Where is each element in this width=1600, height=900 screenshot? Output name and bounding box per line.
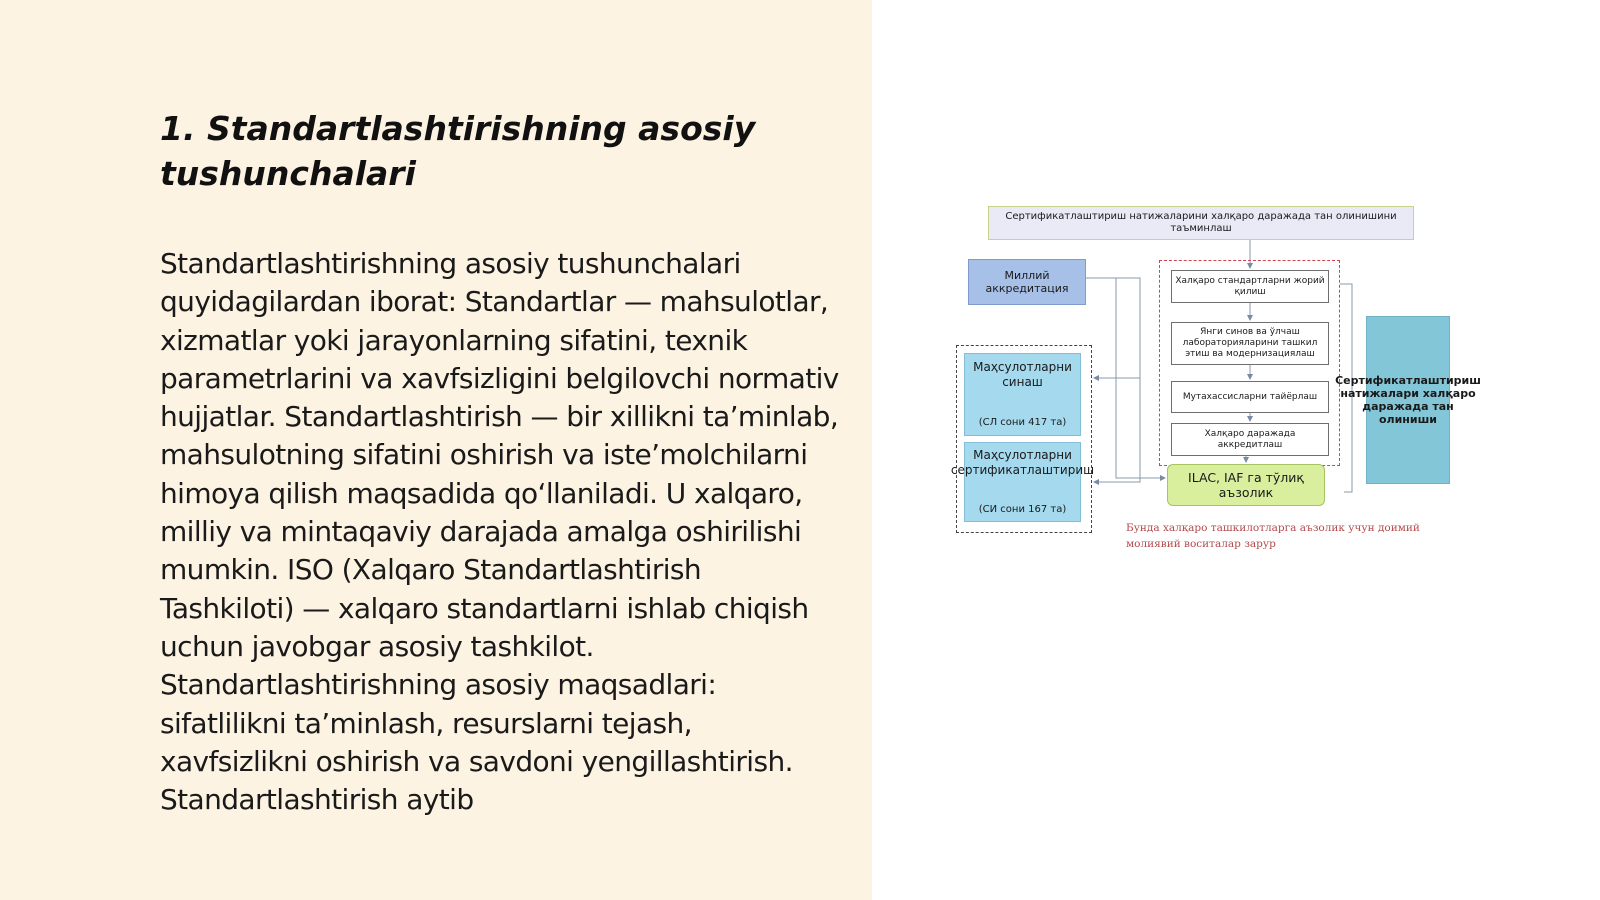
national-accreditation-box: Миллий аккредитация [968, 259, 1086, 305]
process-step-accreditation: Халқаро даражада аккредитлаш [1171, 423, 1329, 456]
international-recognition-goal-box: Сертификатлаштириш натижаларини халқаро даражада тан олинишини таъминлаш [988, 206, 1414, 240]
product-testing-label: Маҳсулотларни синаш [973, 360, 1072, 389]
slide-title: 1. Standartlashtirishning asosiy tushunchalari [160, 109, 756, 193]
process-step-standards: Халқаро стандартларни жорий қилиш [1171, 270, 1329, 303]
product-testing-count: (СЛ сони 417 та) [978, 417, 1067, 428]
process-step-specialists: Мутахассисларни тайёрлаш [1171, 381, 1329, 413]
recognition-result-box: Сертификатлаштириш натижалари халқаро даражада тан олиниши [1366, 316, 1450, 484]
product-certification-box [950, 442, 1095, 522]
product-certification-label: Маҳсулотларни сертификатлаштириш [950, 448, 1095, 477]
ilac-iaf-membership-box: ILAC, IAF га тўлиқ аъзолик [1167, 464, 1325, 506]
certification-diagram [950, 202, 1481, 562]
financing-note: Бунда халқаро ташкилотларга аъзолик учун доимий молиявий воситалар зарур [1126, 522, 1420, 550]
slide-body-text: Standartlashtirishning asosiy tushunchalari quyidagilardan iborat: Standartlar — mahsulotlar, xizmatlar yoki jarayonlarning sifatini, texnik parametrlarini va xavfsizligini belgilovchi normativ hujjatlar. Standartlashtirish — bir xillikni ta’minlab, mahsulotning sifatini oshirish va iste’molchilarni himoya qilish maqsadida qo‘llaniladi. U xalqaro, milliy va mintaqaviy darajada amalga oshirilishi mumkin. ISO (Xalqaro Standartlashtirish Tashkiloti) — xalqaro standartlarni ishlab chiqish uchun javobgar asosiy tashkilot. Standartlashtirishning asosiy maqsadlari: sifatlilikni ta’minlash, resurslarni tejash, xavfsizlikni oshirish va savdoni yengillashtirish. Standartlashtirish aytib [160, 247, 839, 817]
product-testing-box [964, 353, 1081, 436]
product-certification-count: (СИ сони 167 та) [978, 504, 1067, 515]
process-step-laboratories: Янги синов ва ўлчаш лабораторияларини ташкил этиш ва модернизациялаш [1171, 322, 1329, 365]
